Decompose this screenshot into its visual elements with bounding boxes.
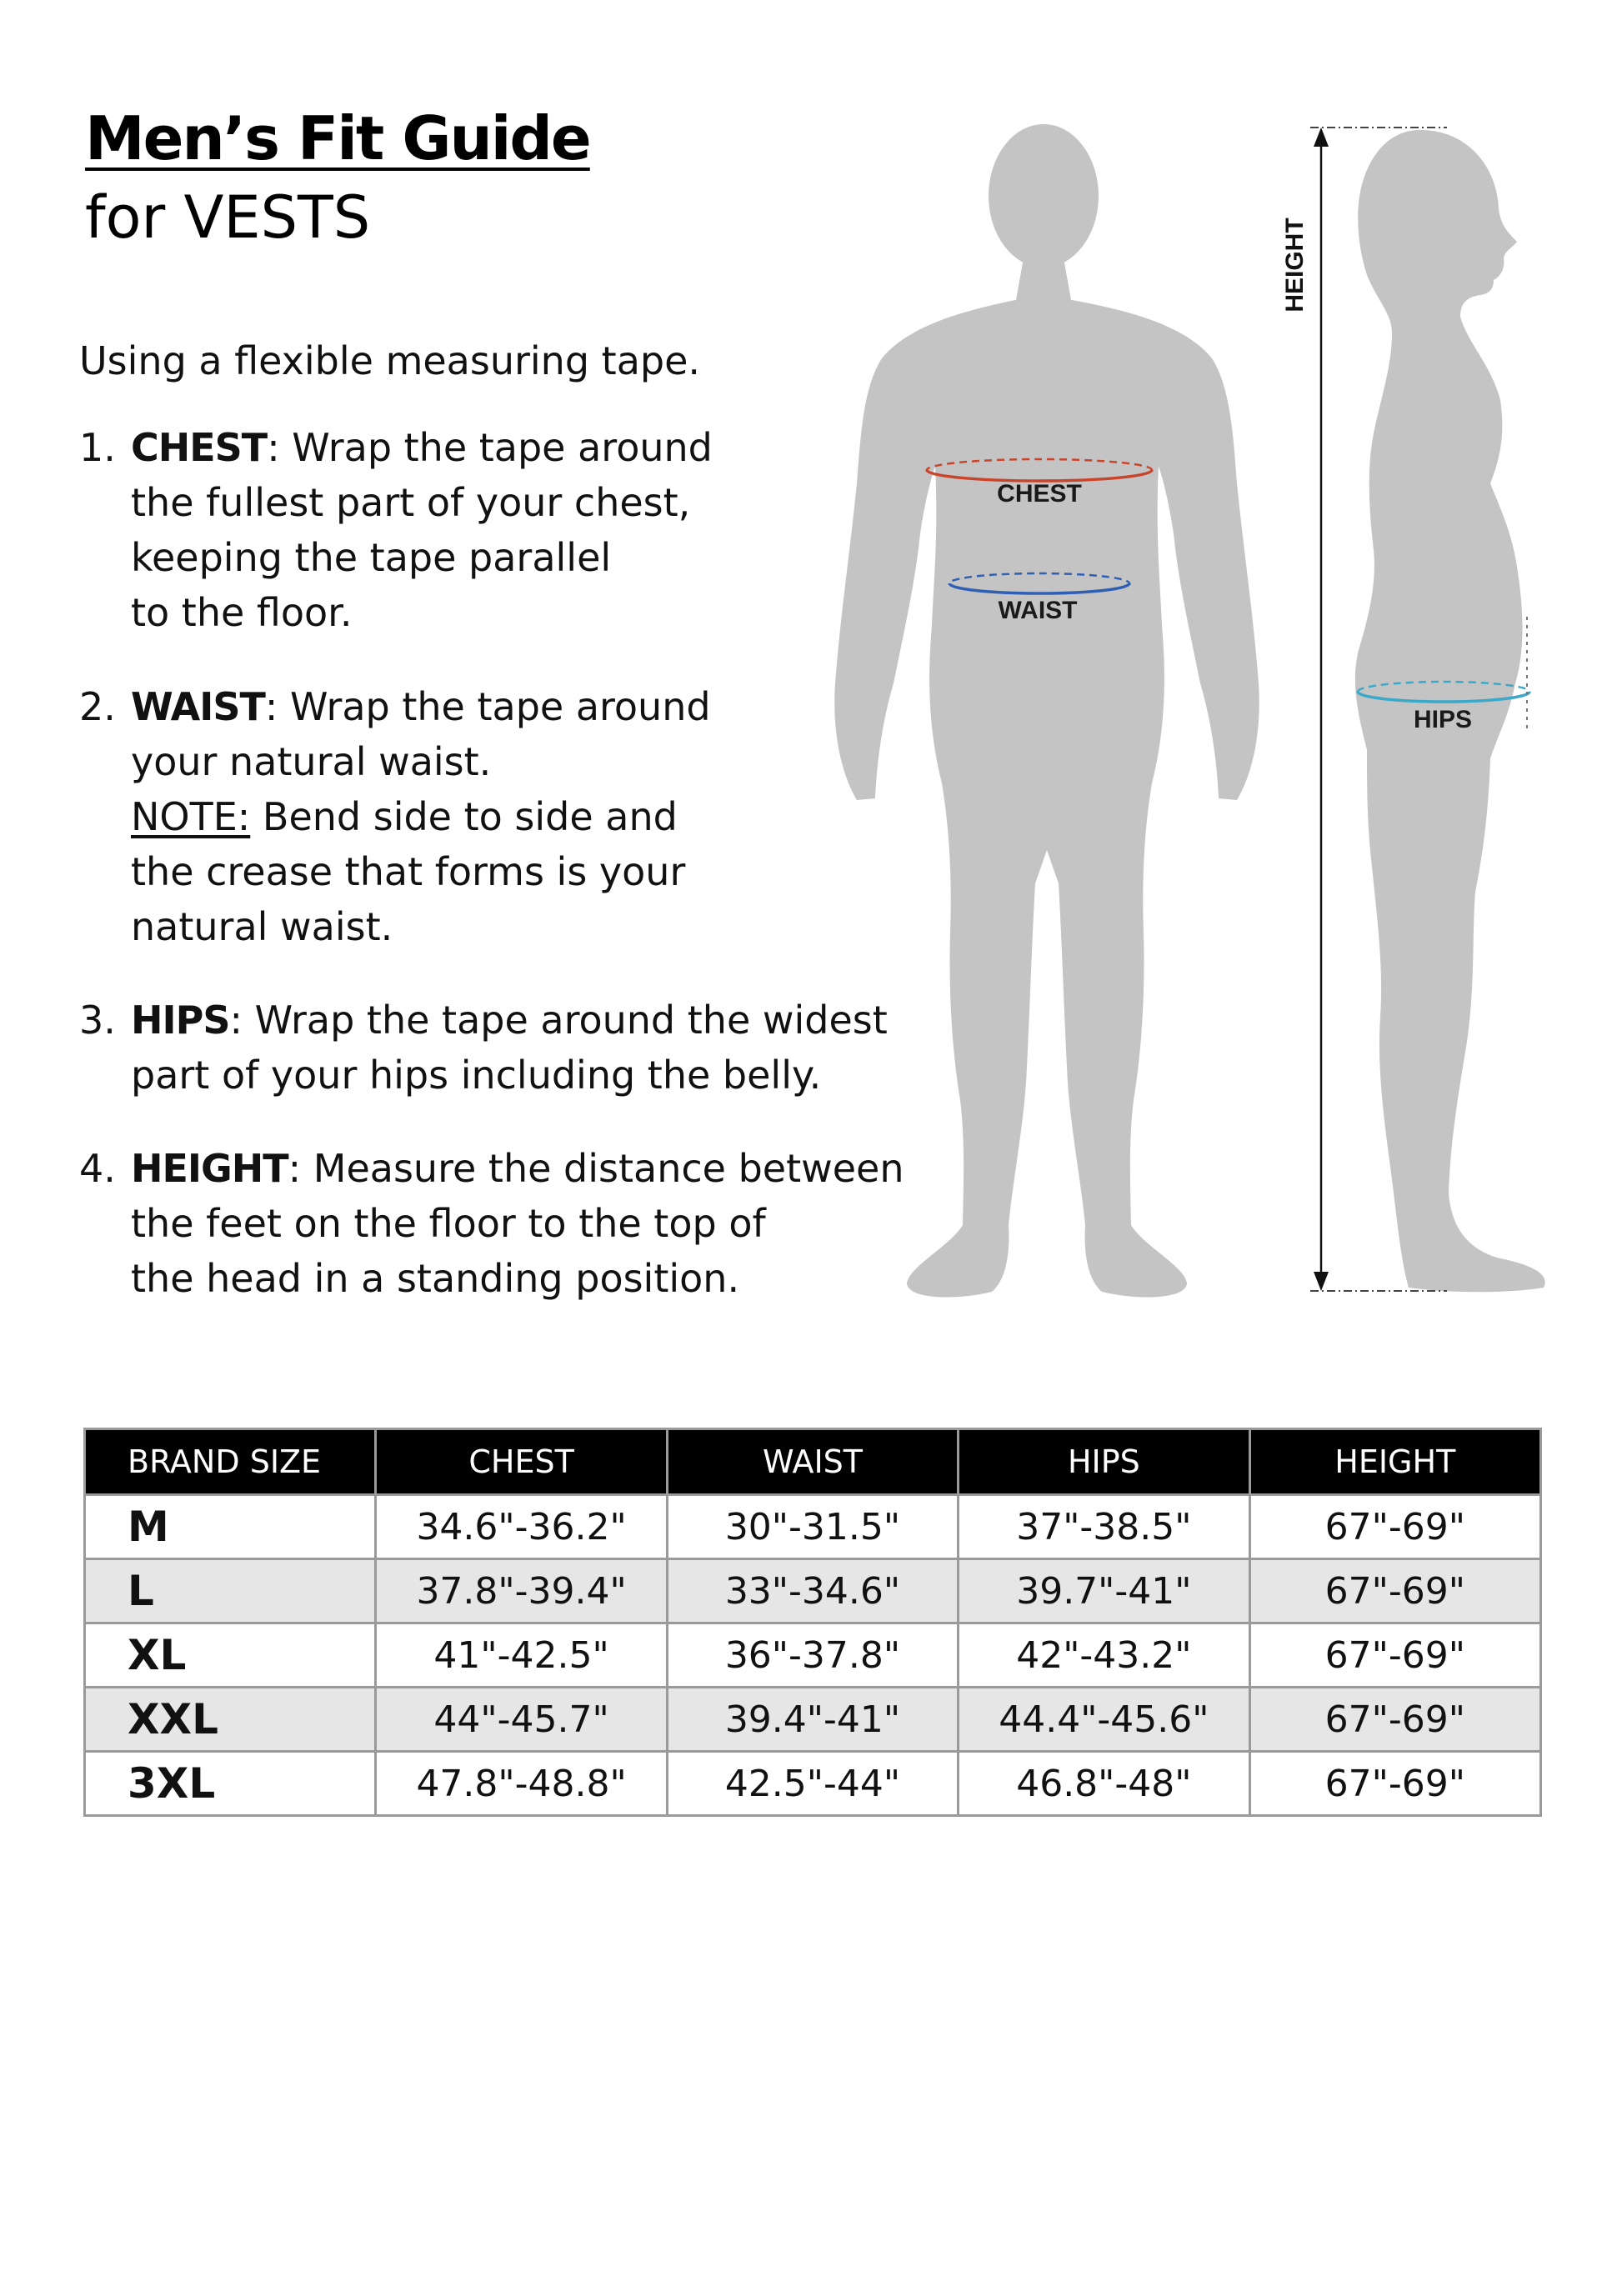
body-figure-svg (817, 117, 1567, 1333)
step-number: 2. (79, 684, 116, 729)
height-cell: 67"-69" (1249, 1495, 1540, 1559)
step-number: 3. (79, 998, 116, 1043)
step-label: WAIST (131, 684, 265, 729)
intro-text: Using a flexible measuring tape. (79, 338, 701, 383)
step-line: your natural waist. (131, 739, 492, 784)
hips-cell: 42"-43.2" (959, 1623, 1249, 1688)
waist-cell: 30"-31.5" (667, 1495, 958, 1559)
chest-figure-label: CHEST (997, 480, 1082, 508)
waist-cell: 33"-34.6" (667, 1559, 958, 1623)
step-number: 1. (79, 425, 116, 470)
hips-cell: 44.4"-45.6" (959, 1688, 1249, 1752)
note-label: NOTE: (131, 794, 251, 839)
table-row (85, 1495, 1541, 1559)
size-cell: L (85, 1559, 376, 1623)
hips-cell: 46.8"-48" (959, 1752, 1249, 1816)
hips-figure-label: HIPS (1413, 706, 1473, 733)
waist-cell: 36"-37.8" (667, 1623, 958, 1688)
header-height: HEIGHT (1249, 1429, 1540, 1495)
front-body-silhouette (834, 124, 1259, 1298)
hips-cell: 37"-38.5" (959, 1495, 1249, 1559)
height-figure-label: HEIGHT (1281, 218, 1309, 313)
size-cell: 3XL (85, 1752, 376, 1816)
step-line: the feet on the floor to the top of (131, 1201, 766, 1246)
table-row (85, 1688, 1541, 1752)
step-line: the head in a standing position. (131, 1256, 740, 1301)
height-cell: 67"-69" (1249, 1559, 1540, 1623)
step-line: : Measure the distance between (288, 1146, 904, 1191)
step-number: 4. (79, 1146, 116, 1191)
header-chest: CHEST (376, 1429, 667, 1495)
height-cell: 67"-69" (1249, 1623, 1540, 1688)
waist-figure-label: WAIST (998, 597, 1078, 624)
table-header-row (85, 1429, 1541, 1495)
step-line: the fullest part of your chest, (131, 480, 691, 525)
size-cell: XXL (85, 1688, 376, 1752)
step-label: HEIGHT (131, 1146, 288, 1191)
header-waist: WAIST (667, 1429, 958, 1495)
note-line: the crease that forms is your (131, 849, 686, 894)
chest-cell: 34.6"-36.2" (376, 1495, 667, 1559)
page-title: Men’s Fit Guide (85, 103, 590, 173)
size-chart-table (83, 1428, 1542, 1817)
height-cell: 67"-69" (1249, 1752, 1540, 1816)
step-line: : Wrap the tape around the widest (229, 998, 888, 1043)
step-hips (79, 993, 938, 1103)
step-label: CHEST (131, 425, 268, 470)
height-cell: 67"-69" (1249, 1688, 1540, 1752)
header-hips: HIPS (959, 1429, 1249, 1495)
step-chest (79, 420, 938, 640)
table-row (85, 1559, 1541, 1623)
step-line: keeping the tape parallel (131, 535, 612, 580)
step-line: to the floor. (131, 590, 353, 635)
step-line: part of your hips including the belly. (131, 1053, 822, 1098)
step-line: : Wrap the tape around (264, 684, 711, 729)
size-cell: XL (85, 1623, 376, 1688)
size-cell: M (85, 1495, 376, 1559)
chest-cell: 47.8"-48.8" (376, 1752, 667, 1816)
waist-cell: 39.4"-41" (667, 1688, 958, 1752)
waist-cell: 42.5"-44" (667, 1752, 958, 1816)
chest-cell: 37.8"-39.4" (376, 1559, 667, 1623)
table-row (85, 1752, 1541, 1816)
header-brand-size: BRAND SIZE (85, 1429, 376, 1495)
chest-cell: 44"-45.7" (376, 1688, 667, 1752)
table-row (85, 1623, 1541, 1688)
chest-cell: 41"-42.5" (376, 1623, 667, 1688)
step-height (79, 1141, 938, 1306)
note-line: Bend side to side and (250, 794, 678, 839)
step-waist (79, 679, 938, 954)
note-line: natural waist. (131, 904, 393, 949)
body-measurement-figure (817, 117, 1567, 1333)
step-line: : Wrap the tape around (267, 425, 713, 470)
page-subtitle: for VESTS (85, 183, 371, 252)
step-label: HIPS (131, 998, 230, 1043)
hips-cell: 39.7"-41" (959, 1559, 1249, 1623)
